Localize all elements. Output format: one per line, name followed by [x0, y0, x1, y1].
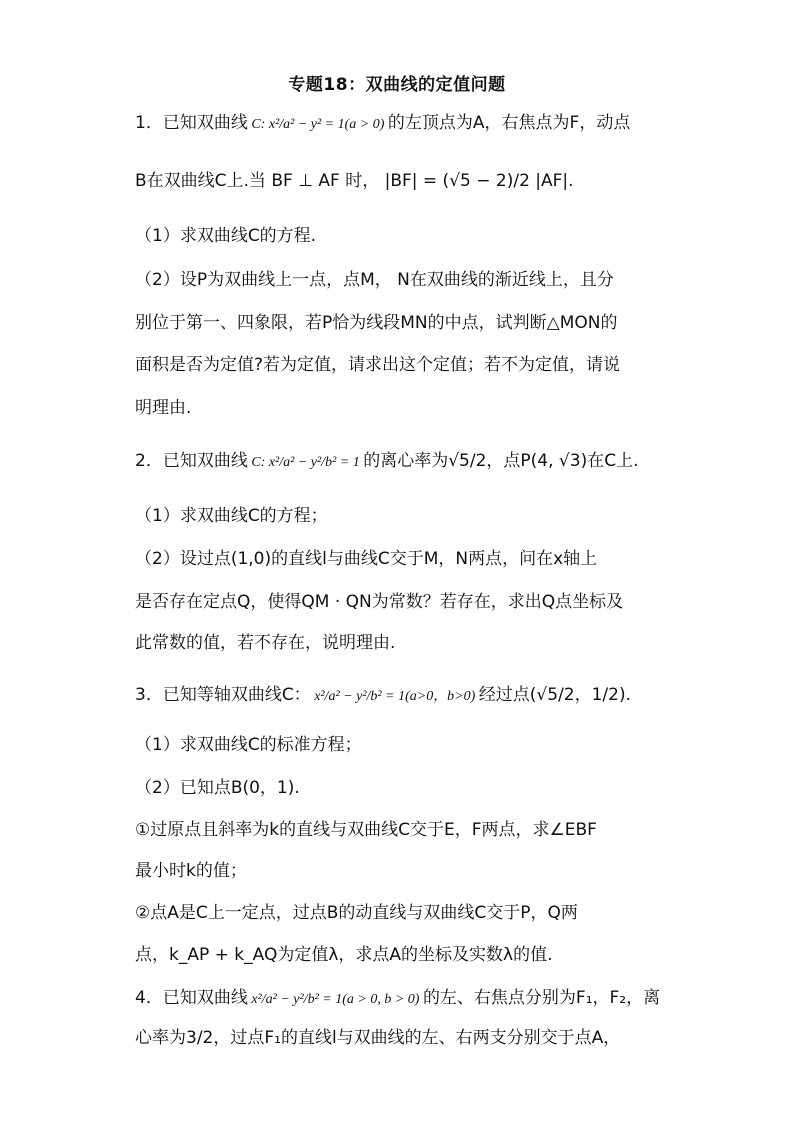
text-line: [135, 859, 247, 883]
text-line: [135, 311, 617, 335]
line-text: 心率为3/2，过点F₁的直线l与双曲线的左、右两支分别交于点A，: [135, 1028, 621, 1048]
line-text: 别位于第一、四象限，若P恰为线段MN的中点，试判断△MON的: [135, 313, 618, 333]
line-text: B在双曲线C上.当 BF ⊥ AF 时， |BF| = (√5 − 2)/2 |AF|.: [135, 171, 574, 191]
text-line: [135, 169, 574, 193]
math-formula: C: x²/a² − y²/b² = 1: [247, 455, 364, 470]
text-line: [135, 224, 316, 248]
line-text: 此常数的值，若不存在，说明理由.: [135, 633, 396, 653]
text-line: [135, 590, 623, 614]
text-line: [135, 449, 638, 475]
text-line: [135, 547, 597, 571]
text-line: [135, 353, 620, 377]
text-line: [135, 396, 191, 420]
math-formula: x²/a² − y²/b² = 1(a > 0, b > 0): [247, 992, 423, 1007]
line-text: 最小时k的值；: [135, 861, 247, 881]
line-text: （2）已知点B(0，1).: [135, 778, 300, 798]
line-text-tail: 的左、右焦点分别为F₁，F₂，离: [422, 988, 661, 1008]
text-line: [135, 111, 630, 137]
line-text: 明理由.: [135, 398, 192, 418]
line-text: 点，k_AP + k_AQ为定值λ，求点A的坐标及实数λ的值.: [135, 945, 553, 965]
text-line: [135, 683, 631, 709]
line-text: （1）求双曲线C的方程；: [135, 506, 328, 526]
text-line: [135, 1026, 620, 1050]
line-text: （1）求双曲线C的标准方程；: [135, 735, 362, 755]
page-title: 专题18：双曲线的定值问题: [288, 75, 506, 95]
line-text: （1）求双曲线C的方程.: [135, 226, 317, 246]
line-text: ②点A是C上一定点，过点B的动直线与双曲线C交于P，Q两: [135, 903, 578, 923]
math-formula: x²/a² − y²/b² = 1(a>0，b>0): [310, 689, 479, 704]
text-line: [135, 818, 597, 842]
text-line: [135, 943, 553, 967]
line-text-tail: 经过点(√5/2，1/2).: [478, 685, 632, 705]
text-line: [135, 776, 300, 800]
line-text: 4．已知双曲线: [135, 988, 248, 1008]
text-line: [135, 986, 660, 1012]
line-text-tail: 的左顶点为A，右焦点为F，动点: [387, 113, 631, 133]
line-text: 2．已知双曲线: [135, 451, 248, 471]
line-text-tail: 的离心率为√5/2，点P(4, √3)在C上.: [363, 451, 639, 471]
text-line: [135, 504, 328, 528]
line-text: 面积是否为定值?若为定值，请求出这个定值；若不为定值，请说: [135, 355, 621, 375]
line-text: （2）设P为双曲线上一点，点M， N在双曲线的渐近线上，且分: [135, 270, 614, 290]
line-text: 是否存在定点Q，使得QM · QN为常数？若存在，求出Q点坐标及: [135, 592, 624, 612]
text-line: [135, 268, 614, 292]
line-text: 3．已知等轴双曲线C：: [135, 685, 311, 705]
line-text: （2）设过点(1,0)的直线l与曲线C交于M，N两点，问在x轴上: [135, 549, 598, 569]
math-formula: C: x²/a² − y² = 1(a > 0): [247, 117, 388, 132]
text-line: [135, 901, 578, 925]
text-line: [135, 631, 395, 655]
line-text: 1．已知双曲线: [135, 113, 248, 133]
line-text: ①过原点且斜率为k的直线与双曲线C交于E，F两点，求∠EBF: [135, 820, 597, 840]
text-line: [135, 733, 362, 757]
